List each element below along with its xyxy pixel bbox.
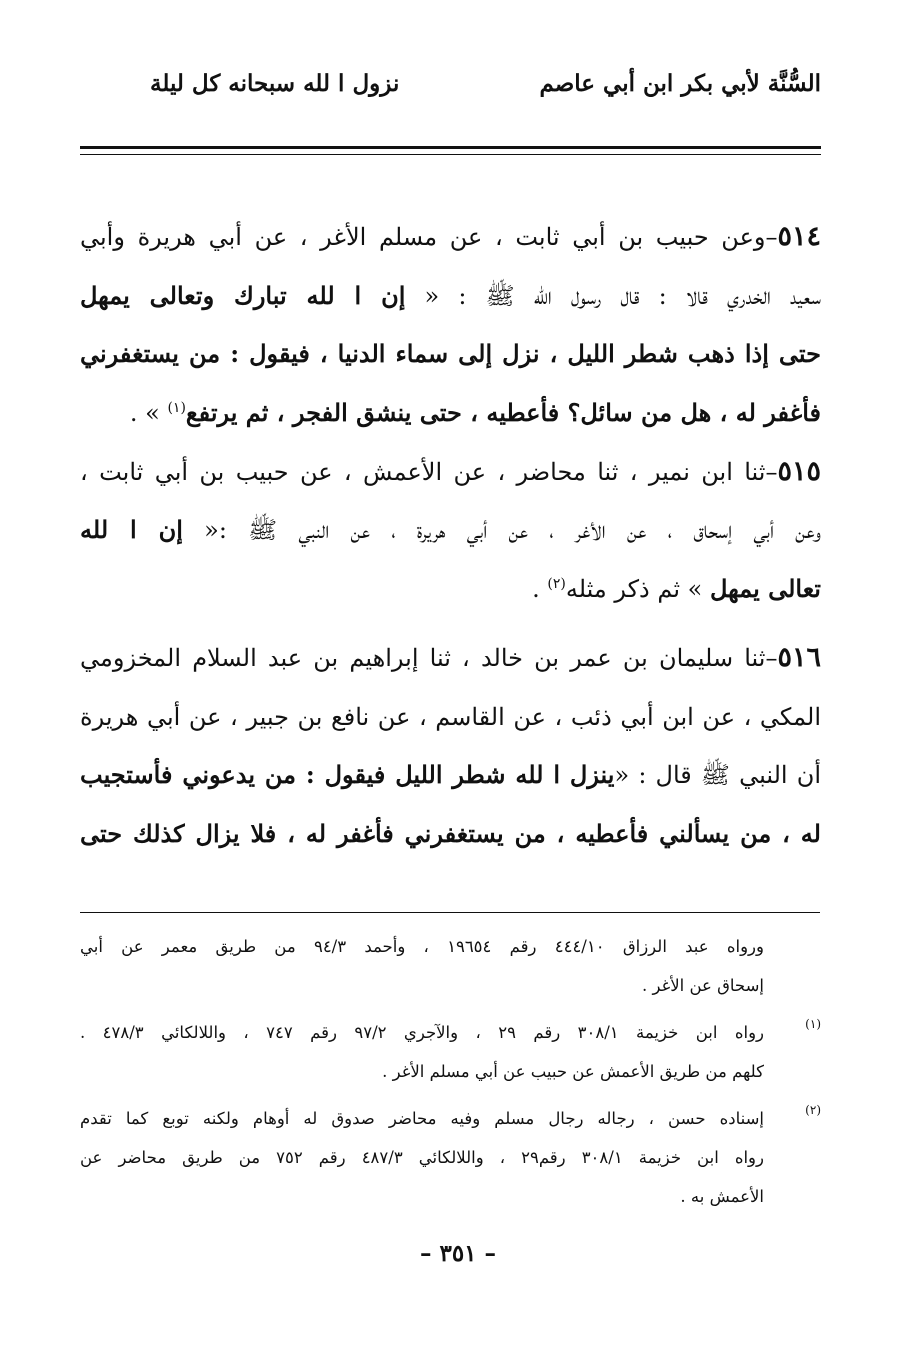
text-line <box>80 560 821 619</box>
text-run: أن النبي ﷺ قال : « <box>614 761 821 790</box>
text-run: –ثنا ابن نمير ، ثنا محاضر ، عن الأعمش ، عن حبيب بن أبي ثابت ، <box>80 457 778 486</box>
text-run: –وعن حبيب بن أبي ثابت ، عن مسلم الأغر ، عن أبي هريرة وأبي <box>80 223 778 251</box>
hadith-text-bold: إن ا لله <box>80 515 183 545</box>
hadith-number: ٥١٤ <box>777 221 821 252</box>
hadith-text-bold: إن ا لله تبارك وتعالى يمهل <box>80 280 406 310</box>
text-run: . <box>532 575 548 604</box>
footnote-gap <box>80 1005 821 1013</box>
text-run: المكي ، عن ابن أبي ذئب ، عن القاسم ، عن نافع بن جبير ، عن أبي هريرة <box>80 702 821 731</box>
text-line <box>80 501 821 560</box>
footnote-marker: (١) <box>805 1017 821 1031</box>
text-run: » . <box>129 399 168 428</box>
text-line <box>80 208 821 267</box>
hadith-number: ٥١٥ <box>777 455 821 487</box>
text-run: وعن أبي إسحاق ، عن الأغر ، عن أبي هريرة ، عن النبي ﷺ :« <box>182 516 821 545</box>
text-run: » ثم ذكر مثله <box>565 575 710 604</box>
book-title: السُّنَّة لأبي بكر ابن أبي عاصم <box>539 70 821 97</box>
footnote-continuation <box>80 927 821 1005</box>
text-line <box>80 267 821 326</box>
footnote-separator <box>80 912 820 913</box>
running-header <box>80 70 821 114</box>
text-run: سعيد الخدري قالا : قال رسول الله ﷺ : « <box>405 281 821 310</box>
footnote-gap <box>80 1091 821 1099</box>
header-rule-thin <box>80 154 821 155</box>
footnote-line: ورواه عبد الرزاق ٤٤٤/١٠ رقم ١٩٦٥٤ ، وأحمد ٩٤/٣ من طريق معمر عن أبي <box>80 937 764 956</box>
hadith-text-bold: ينزل ا لله شطر الليل فيقول : من يدعوني فأستجيب <box>80 760 615 790</box>
footnote-1 <box>80 1013 821 1091</box>
chapter-title: نزول ا لله سبحانه كل ليلة <box>150 70 400 97</box>
text-line <box>80 384 821 443</box>
text-line <box>80 746 821 805</box>
text-line <box>80 688 821 747</box>
footnotes <box>80 927 821 1216</box>
hadith-516 <box>80 629 821 864</box>
text-line <box>80 629 821 688</box>
hadith-515 <box>80 443 821 619</box>
hadith-514 <box>80 208 821 443</box>
footnote-line: إسحاق عن الأغر . <box>641 976 764 995</box>
header-rule-thick <box>80 146 821 149</box>
hadith-text-bold: تعالى يمهل <box>709 574 821 604</box>
text-run: –ثنا سليمان بن عمر بن خالد ، ثنا إبراهيم بن عبد السلام المخزومي <box>80 643 778 672</box>
text-line <box>80 805 821 864</box>
footnote-line: رواه ابن خزيمة ٣٠٨/١ رقم ٢٩ ، والآجري ٩٧/٢ رقم ٧٤٧ ، واللالكائي ٤٧٨/٣ . <box>80 1023 764 1042</box>
footnote-marker: (٢) <box>805 1103 821 1117</box>
page-number: – ٣٥١ – <box>419 1240 497 1267</box>
footnote-ref[interactable]: (١) <box>167 400 186 417</box>
footnote-2 <box>80 1099 821 1216</box>
footnote-ref[interactable]: (٢) <box>547 576 566 593</box>
hadith-text-bold: فأغفر له ، هل من سائل؟ فأعطيه ، حتى ينشق الفجر ، ثم يرتفع <box>185 398 821 428</box>
text-line <box>80 325 821 384</box>
hadith-number: ٥١٦ <box>777 641 821 673</box>
footnote-line: الأعمش به . <box>680 1187 764 1206</box>
hadith-text-bold: له ، من يسألني فأعطيه ، من يستغفرني فأغفر له ، فلا يزال كذلك حتى <box>80 818 821 848</box>
text-line <box>80 443 821 502</box>
footnote-line: كلهم من طريق الأعمش عن حبيب عن أبي مسلم الأغر . <box>382 1062 764 1081</box>
footnote-line: إسناده حسن ، رجاله رجال مسلم وفيه محاضر صدوق له أوهام ولكنه توبع كما تقدم <box>80 1109 764 1128</box>
main-text <box>80 208 821 864</box>
paragraph-gap <box>80 619 821 629</box>
hadith-text-bold: حتى إذا ذهب شطر الليل ، نزل إلى سماء الدنيا ، فيقول : من يستغفرني <box>80 339 821 369</box>
footnote-line: رواه ابن خزيمة ٣٠٨/١ رقم٢٩ ، واللالكائي ٤٨٧/٣ رقم ٧٥٢ من طريق محاضر عن <box>80 1148 764 1167</box>
